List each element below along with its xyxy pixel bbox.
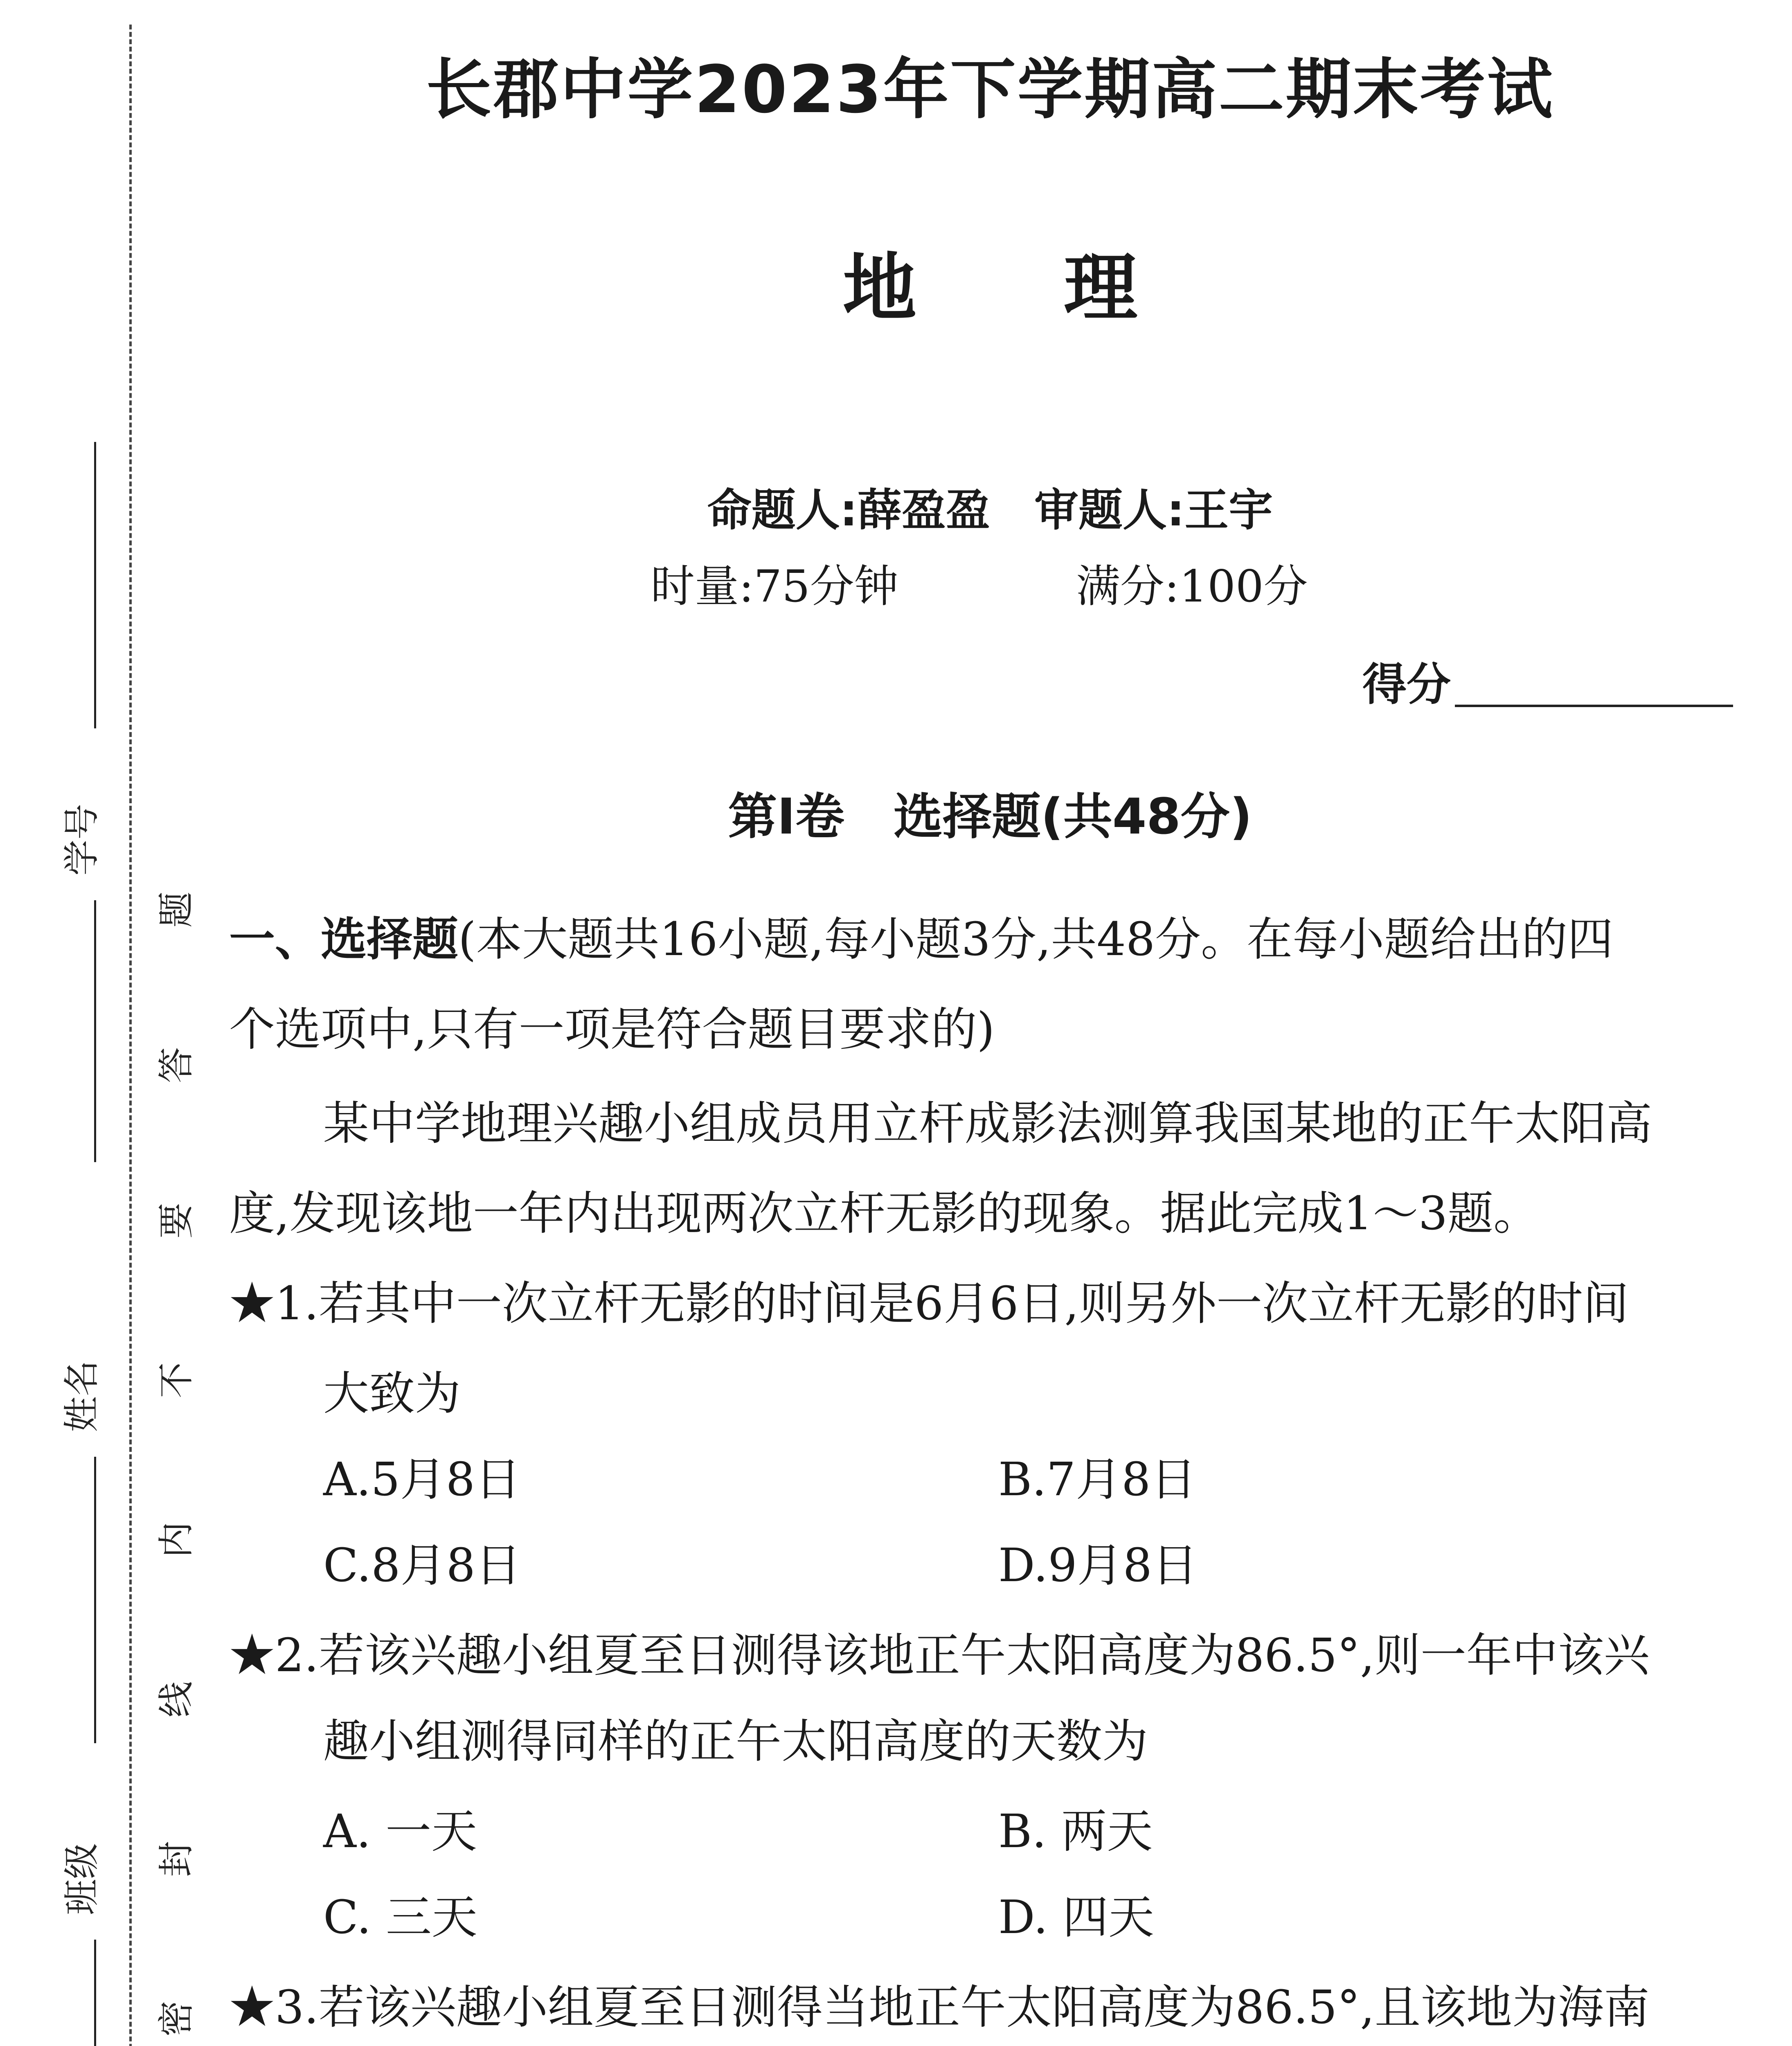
q2-text-2: 趣小组测得同样的正午太阳高度的天数为 xyxy=(323,1715,1148,1768)
q2-option-a[interactable]: A. 一天 xyxy=(323,1805,477,1858)
student-id-blank[interactable] xyxy=(94,442,96,728)
q2-number: ★2. xyxy=(229,1629,319,1682)
binding-strip xyxy=(0,0,213,2046)
seal-char-4: 不 xyxy=(155,1362,198,1399)
q2-option-c[interactable]: C. 三天 xyxy=(323,1891,477,1944)
stem1-line-1: 某中学地理兴趣小组成员用立杆成影法测算我国某地的正午太阳高 xyxy=(323,1097,1652,1150)
q3-number: ★3. xyxy=(229,1981,319,2034)
part-desc-2: 个选项中,只有一项是符合题目要求的) xyxy=(229,1003,995,1056)
authors-line: 命题人:薛盈盈 审题人:王宇 xyxy=(707,485,1273,536)
exam-page xyxy=(229,0,1751,2046)
q1-option-d[interactable]: D.9月8日 xyxy=(998,1539,1198,1592)
q1-option-a[interactable]: A.5月8日 xyxy=(323,1453,521,1506)
q2-text-1: 若该兴趣小组夏至日测得该地正午太阳高度为86.5°,则一年中该兴 xyxy=(318,1629,1650,1682)
q1-option-b[interactable]: B.7月8日 xyxy=(998,1453,1197,1506)
dashed-cut-line xyxy=(129,25,132,2046)
q1-option-c[interactable]: C.8月8日 xyxy=(323,1539,521,1592)
exam-title: 长郡中学2023年下学期高二期末考试 xyxy=(426,51,1554,128)
score-field[interactable] xyxy=(1362,659,1733,710)
class-blank[interactable] xyxy=(94,1940,96,2046)
q3-line-1 xyxy=(229,1981,1650,2034)
seal-char-6: 线 xyxy=(155,1681,198,1718)
q2-option-d[interactable]: D. 四天 xyxy=(998,1891,1155,1944)
name-blank[interactable] xyxy=(94,1457,96,1743)
exam-time: 时量:75分钟 xyxy=(651,561,898,612)
section-title: 第Ⅰ卷 选择题(共48分) xyxy=(728,789,1252,845)
student-id-label: 学号 xyxy=(61,803,103,876)
q1-text-1: 若其中一次立杆无影的时间是6月6日,则另外一次立杆无影的时间 xyxy=(318,1277,1629,1330)
q3-text-1: 若该兴趣小组夏至日测得当地正午太阳高度为86.5°,且该地为海南 xyxy=(318,1981,1650,2034)
score-blank[interactable] xyxy=(1455,664,1733,707)
seal-char-5: 内 xyxy=(155,1521,198,1558)
seal-char-3: 要 xyxy=(155,1202,198,1239)
seal-char-7: 封 xyxy=(155,1841,198,1877)
seal-char-8: 密 xyxy=(155,2000,198,2037)
score-label: 得分 xyxy=(1362,659,1451,710)
q1-text-2: 大致为 xyxy=(323,1367,461,1420)
part-desc-line-1 xyxy=(229,913,1614,966)
part-label: 一、选择题 xyxy=(229,913,458,966)
name-label: 姓名 xyxy=(61,1360,103,1432)
q2-option-b[interactable]: B. 两天 xyxy=(998,1805,1153,1858)
part-desc-1: (本大题共16小题,每小题3分,共48分。在每小题给出的四 xyxy=(458,913,1614,966)
q1-number: ★1. xyxy=(229,1277,319,1330)
q2-line-1 xyxy=(229,1629,1650,1682)
q1-line-1 xyxy=(229,1277,1629,1330)
subject-title: 地 理 xyxy=(842,246,1137,331)
class-label: 班级 xyxy=(61,1843,103,1915)
stem1-line-2: 度,发现该地一年内出现两次立杆无影的现象。据此完成1～3题。 xyxy=(229,1187,1540,1240)
seal-char-1: 题 xyxy=(155,891,198,928)
student-id-blank-2[interactable] xyxy=(94,900,96,1162)
full-score: 满分:100分 xyxy=(1076,561,1308,612)
seal-char-2: 答 xyxy=(155,1047,198,1084)
